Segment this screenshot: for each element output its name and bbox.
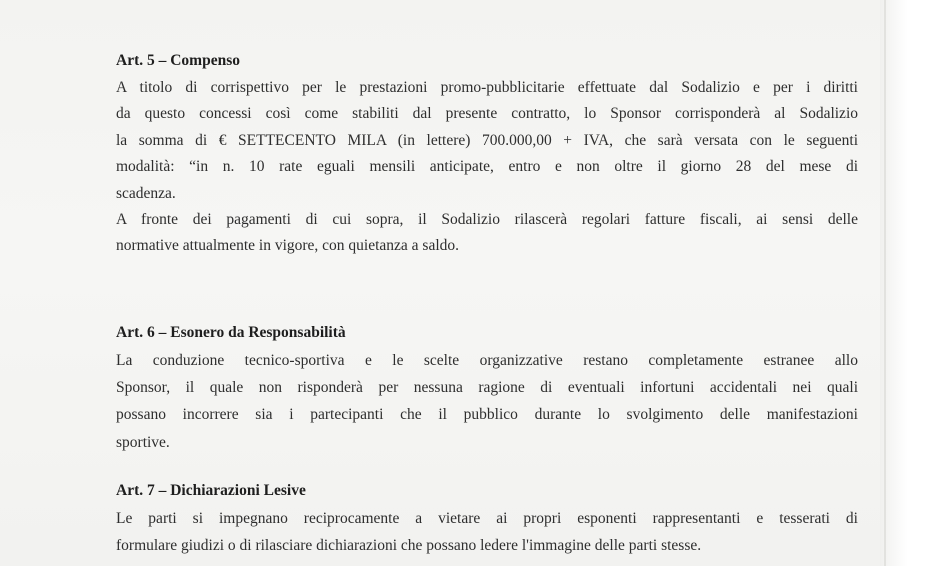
- text-line: Le parti si impegnano reciprocamente a vietare ai propri esponenti rappresentanti e tesserati di: [116, 510, 858, 527]
- article-6-heading: Art. 6 – Esonero da Responsabilità: [116, 324, 346, 341]
- article-6-paragraph-1: [116, 347, 858, 456]
- text-line: sportive.: [116, 433, 170, 451]
- article-7: [116, 480, 858, 559]
- text-line: A fronte dei pagamenti di cui sopra, il Sodalizio rilascerà regolari fatture fiscali, ai sensi delle: [116, 211, 858, 229]
- article-5-heading: Art. 5 – Compenso: [116, 52, 240, 69]
- article-6: [116, 322, 858, 456]
- text-line: la somma di € SETTECENTO MILA (in lettere) 700.000,00 + IVA, che sarà versata con le seguenti: [116, 131, 858, 149]
- text-line: A titolo di corrispettivo per le prestazioni promo-pubblicitarie effettuate dal Sodalizio e per i diritti: [116, 79, 858, 96]
- text-line: formulare giudizi o di rilasciare dichiarazioni che possano ledere l'immagine delle parti stesse.: [116, 537, 702, 555]
- text-line: La conduzione tecnico-sportiva e le scelte organizzative restano completamente estranee allo: [116, 352, 858, 369]
- text-line: da questo concessi così come stabiliti dal presente contratto, lo Sponsor corrisponderà al Sodalizio: [116, 105, 858, 123]
- text-line: possano incorrere sia i partecipanti che il pubblico durante lo svolgimento delle manifestazioni: [116, 406, 858, 424]
- text-line: scadenza.: [116, 184, 176, 202]
- page-edge: [884, 0, 886, 566]
- article-5: [116, 50, 858, 260]
- article-7-heading: Art. 7 – Dichiarazioni Lesive: [116, 482, 306, 499]
- page-margin: [880, 0, 926, 566]
- article-5-paragraph-2: [116, 207, 858, 260]
- text-line: modalità: “in n. 10 rate eguali mensili anticipate, entro e non oltre il giorno 28 del mese di: [116, 158, 858, 176]
- article-7-paragraph-1: [116, 505, 858, 559]
- text-line: normative attualmente in vigore, con quietanza a saldo.: [116, 237, 460, 255]
- text-line: Sponsor, il quale non risponderà per nessuna ragione di eventuali infortuni accidentali nei quali: [116, 379, 858, 397]
- article-5-paragraph-1: [116, 75, 858, 207]
